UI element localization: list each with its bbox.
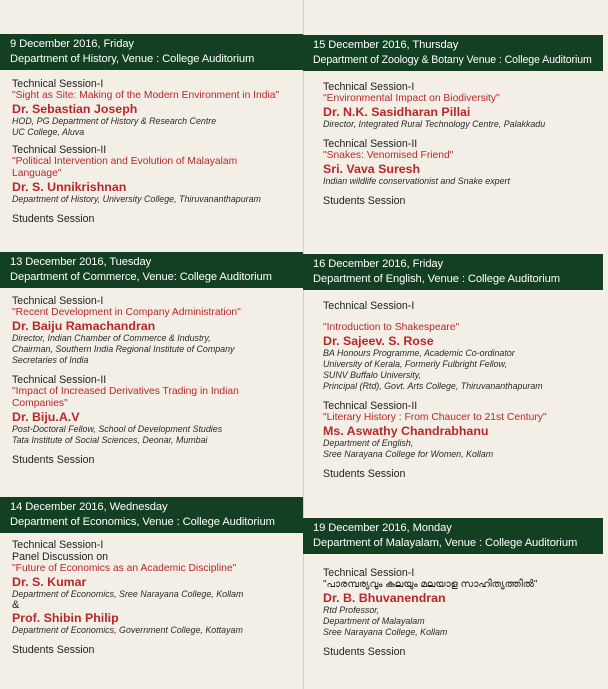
day-header-malayalam xyxy=(303,518,603,554)
schedule-block-history xyxy=(0,78,303,225)
session-title: "Future of Economics as an Academic Discipline" xyxy=(12,563,237,574)
session-title: "Political Intervention and Evolution of Malayalam Language" xyxy=(12,156,238,179)
ampersand: & xyxy=(12,599,20,611)
session-title: "പാരമ്പര്യവും കലയും മലയാള സാഹിത്യത്തിൽ" xyxy=(323,579,538,590)
header-venue: Department of History, Venue : College Auditorium xyxy=(10,53,255,65)
speaker-name: Dr. Biju.A.V xyxy=(12,410,80,424)
speaker-affiliation: Director, Indian Chamber of Commerce & Industry, xyxy=(12,333,211,343)
schedule-block-commerce xyxy=(0,295,303,466)
day-header-english xyxy=(303,254,603,290)
students-session: Students Session xyxy=(323,468,406,480)
session-label: Technical Session-I xyxy=(12,295,104,307)
speaker-affiliation: Tata Institute of Social Sciences, Deonar, Mumbai xyxy=(12,435,208,445)
session-label: Technical Session-I xyxy=(323,567,415,579)
speaker-affiliation: Department of Economics, Sree Narayana College, Kollam xyxy=(12,589,244,599)
session-label: Technical Session-I xyxy=(323,81,415,93)
session-title: "Introduction to Shakespeare" xyxy=(323,322,460,333)
speaker-name: Ms. Aswathy Chandrabhanu xyxy=(323,424,489,438)
speaker-affiliation: University of Kerala, Formerly Fulbright Fellow, xyxy=(323,359,507,369)
students-session: Students Session xyxy=(12,213,95,225)
speaker-affiliation: Secretaries of India xyxy=(12,355,89,365)
session-title: "Literary History : From Chaucer to 21st Century" xyxy=(323,412,547,423)
speaker-affiliation: Chairman, Southern India Regional Institute of Company xyxy=(12,344,235,354)
header-venue: Department of Zoology & Botany Venue : College Auditorium xyxy=(313,54,592,66)
schedule-block-malayalam xyxy=(311,567,606,658)
speaker-affiliation: SUNV Buffalo University, xyxy=(323,370,421,380)
header-date: 13 December 2016, Tuesday xyxy=(10,256,152,268)
header-date: 19 December 2016, Monday xyxy=(313,522,452,534)
speaker-name: Dr. Sajeev. S. Rose xyxy=(323,334,434,348)
session-label: Technical Session-II xyxy=(323,400,418,412)
header-date: 9 December 2016, Friday xyxy=(10,38,134,50)
students-session: Students Session xyxy=(12,454,95,466)
speaker-affiliation: HOD, PG Department of History & Research Centre xyxy=(12,116,217,126)
speaker-affiliation: BA Honours Programme, Academic Co-ordinator xyxy=(323,348,515,358)
session-title: "Impact of Increased Derivatives Trading in Indian Companies" xyxy=(12,386,239,409)
header-venue: Department of Economics, Venue : College Auditorium xyxy=(10,516,275,528)
speaker-affiliation: Department of History, University College, Thiruvananthapuram xyxy=(12,194,261,204)
students-session: Students Session xyxy=(323,195,406,207)
session-label: Technical Session-II xyxy=(323,138,418,150)
speaker-name: Dr. Baiju Ramachandran xyxy=(12,319,156,333)
speaker-name: Dr. S. Unnikrishnan xyxy=(12,180,127,194)
session-title: "Recent Development in Company Administration" xyxy=(12,307,241,318)
session-title: "Sight as Site: Making of the Modern Environment in India" xyxy=(12,90,280,101)
speaker-name: Dr. B. Bhuvanendran xyxy=(323,591,446,605)
speaker-name: Prof. Shibin Philip xyxy=(12,611,119,625)
header-date: 15 December 2016, Thursday xyxy=(313,39,459,51)
speaker-affiliation: Department of Malayalam xyxy=(323,616,425,626)
column-divider xyxy=(303,0,304,689)
day-header-history xyxy=(0,34,303,70)
session-title: "Environmental Impact on Biodiversity" xyxy=(323,93,500,104)
speaker-name: Dr. Sebastian Joseph xyxy=(12,102,138,116)
speaker-affiliation: Rtd Professor, xyxy=(323,605,380,615)
header-venue: Department of Malayalam, Venue : College Auditorium xyxy=(313,537,578,549)
speaker-name: Sri. Vava Suresh xyxy=(323,162,421,176)
speaker-affiliation: Director, Integrated Rural Technology Centre, Palakkadu xyxy=(323,119,546,129)
speaker-name: Dr. N.K. Sasidharan Pillai xyxy=(323,105,471,119)
students-session: Students Session xyxy=(12,644,95,656)
speaker-affiliation: Department of English, xyxy=(323,438,414,448)
header-venue: Department of English, Venue : College Auditorium xyxy=(313,273,560,285)
speaker-affiliation: Post-Doctoral Fellow, School of Development Studies xyxy=(12,424,223,434)
students-session: Students Session xyxy=(323,646,406,658)
session-label: Technical Session-II xyxy=(12,374,107,386)
speaker-affiliation: UC College, Aluva xyxy=(12,127,85,137)
session-title: "Snakes: Venomised Friend" xyxy=(323,150,454,161)
speaker-affiliation: Sree Narayana College for Women, Kollam xyxy=(323,449,494,459)
session-label: Technical Session-II xyxy=(12,144,107,156)
day-header-commerce xyxy=(0,252,303,288)
speaker-affiliation: Sree Narayana College, Kollam xyxy=(323,627,448,637)
session-label: Technical Session-I xyxy=(12,78,104,90)
header-date: 16 December 2016, Friday xyxy=(313,258,444,270)
day-header-zoology xyxy=(303,35,603,71)
speaker-affiliation: Department of Economics, Government College, Kottayam xyxy=(12,625,243,635)
session-label: Technical Session-I xyxy=(323,300,415,312)
panel-label: Panel Discussion on xyxy=(12,551,108,563)
header-date: 14 December 2016, Wednesday xyxy=(10,501,168,513)
day-header-economics xyxy=(0,497,303,533)
session-label: Technical Session-I xyxy=(12,539,104,551)
schedule-block-zoology xyxy=(311,81,606,207)
speaker-affiliation: Indian wildlife conservationist and Snake expert xyxy=(323,176,510,186)
header-venue: Department of Commerce, Venue: College Auditorium xyxy=(10,271,272,283)
schedule-block-english xyxy=(311,300,606,480)
speaker-affiliation: Principal (Rtd), Govt. Arts College, Thiruvananthapuram xyxy=(323,381,543,391)
schedule-block-economics xyxy=(0,539,303,656)
speaker-name: Dr. S. Kumar xyxy=(12,575,87,589)
